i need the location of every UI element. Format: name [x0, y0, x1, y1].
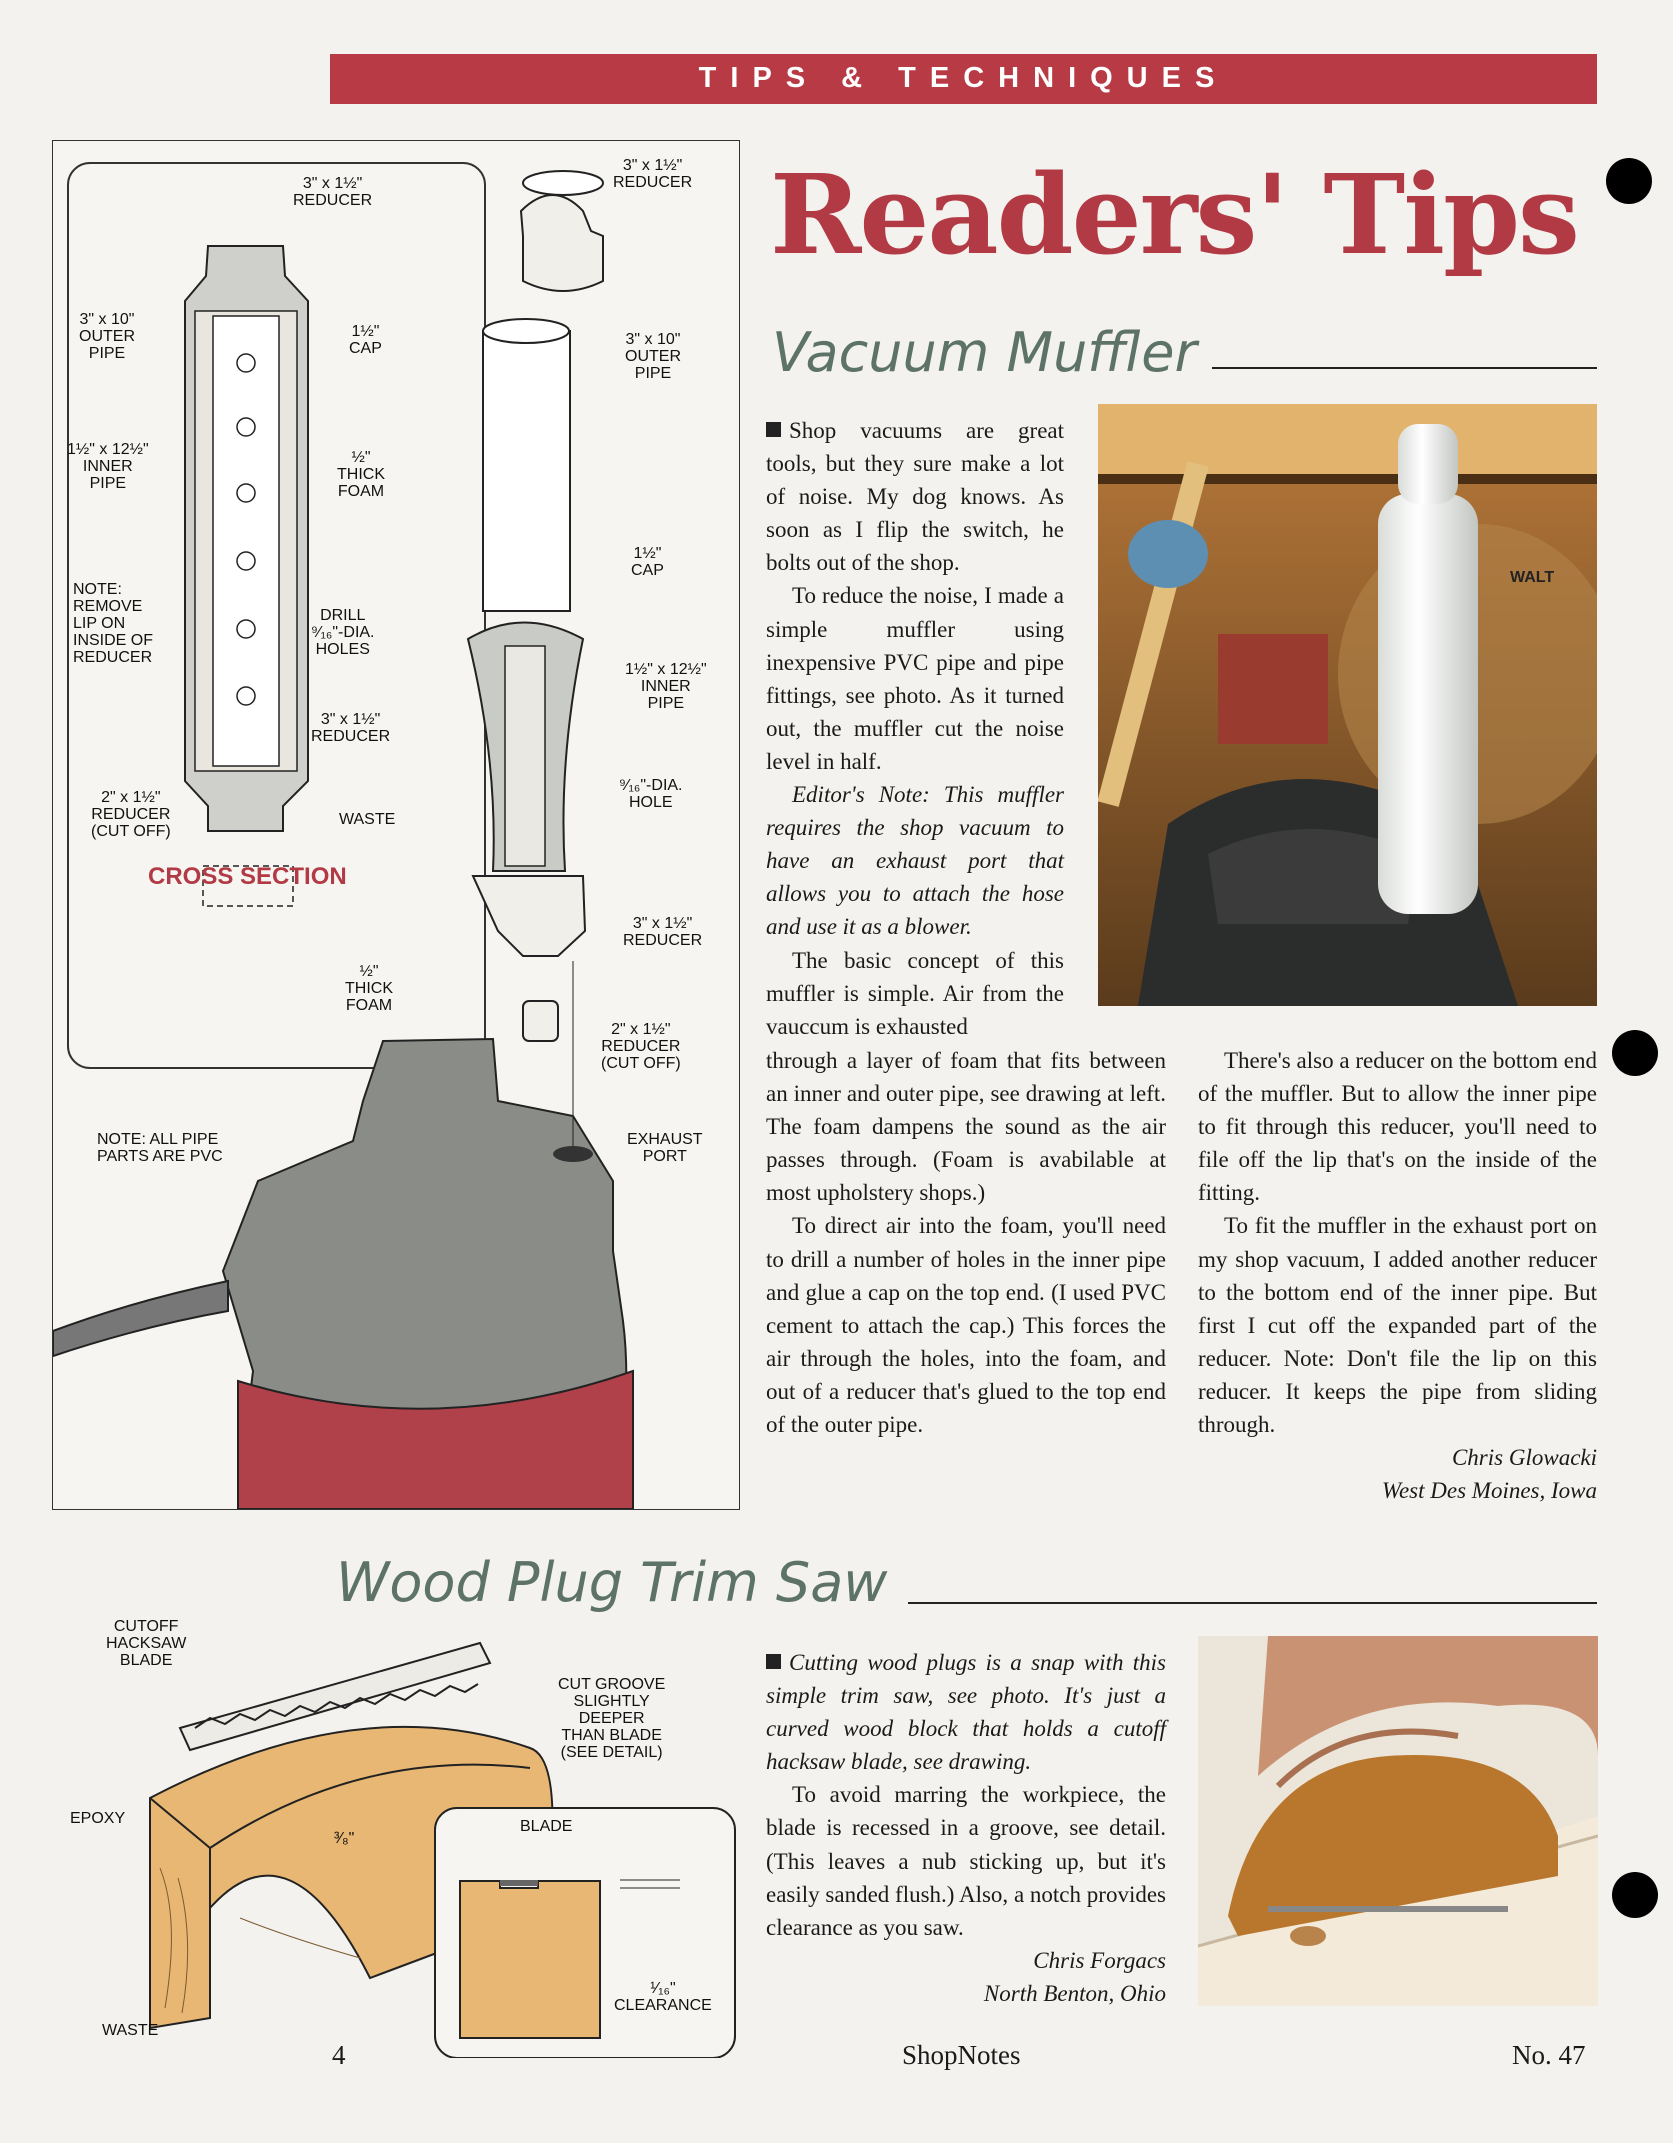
- label-note-remove-lip: NOTE: REMOVE LIP ON INSIDE OF REDUCER: [73, 581, 154, 666]
- section-heading-vacuum-muffler: Vacuum Muffler: [772, 321, 1197, 384]
- page-title: Readers' Tips: [770, 150, 1578, 279]
- label-foam: ½" THICK FOAM: [337, 449, 385, 500]
- label-inner-pipe: 1½" x 12½" INNER PIPE: [67, 441, 149, 492]
- issue-number: No. 47: [1512, 2040, 1586, 2070]
- paragraph: To fit the muffler in the exhaust port on my shop vacuum, I added another reducer to the bottom end of the inner pipe. But first I cut off the expanded part of the reducer. Note: Don't file the lip on this reducer. It keeps the pipe from sliding through.: [1198, 1213, 1597, 1438]
- label-ex-reducer-top: 3" x 1½" REDUCER: [613, 157, 693, 191]
- label-ex-reducer-mid: 3" x 1½" REDUCER: [623, 915, 703, 949]
- trim-saw-photo: [1198, 1636, 1598, 2006]
- trim-saw-drawing: [60, 1618, 740, 2058]
- section-header-band: [330, 54, 1597, 104]
- label-ex-foam: ½" THICK FOAM: [345, 963, 393, 1014]
- label-waste: WASTE: [339, 811, 396, 828]
- magazine-name: ShopNotes: [902, 2040, 1021, 2070]
- cross-section-title: CROSS SECTION: [148, 863, 347, 890]
- page-number: 4: [332, 2040, 346, 2070]
- punch-hole-middle: [1612, 1030, 1658, 1076]
- paragraph: The basic concept of this muffler is simple. Air from the vauccum is exhausted: [766, 947, 1064, 1039]
- label-clearance: ¹⁄₁₆" CLEARANCE: [614, 1980, 712, 2014]
- label-detail-blade: BLADE: [520, 1818, 573, 1835]
- paragraph: There's also a reducer on the bottom end of the muffler. But to allow the inner pipe to fit through this reducer, you'll need to file off the lip that's on the inside of the fitting.: [1198, 1048, 1597, 1206]
- label-ex-note: NOTE: ALL PIPE PARTS ARE PVC: [97, 1131, 223, 1165]
- trim-saw-text: [766, 1646, 1166, 2010]
- author-location: North Benton, Ohio: [983, 1980, 1166, 2006]
- punch-hole-bottom: [1612, 1872, 1658, 1918]
- heading-rule: [908, 1602, 1597, 1604]
- label-ex-inner-pipe: 1½" x 12½" INNER PIPE: [625, 661, 707, 712]
- section-heading-trim-saw: Wood Plug Trim Saw: [336, 1551, 888, 1614]
- label-drill-holes: DRILL ⁹⁄₁₆"-DIA. HOLES: [311, 607, 375, 658]
- label-ex-port: EXHAUST PORT: [627, 1131, 703, 1165]
- photo-brand-text: WALT: [1510, 569, 1555, 586]
- author-location: West Des Moines, Iowa: [1381, 1478, 1597, 1504]
- label-reducer-cutoff: 2" x 1½" REDUCER (CUT OFF): [91, 789, 171, 840]
- label-hacksaw-blade: CUTOFF HACKSAW BLADE: [106, 1618, 187, 1669]
- paragraph: Shop vacuums are great tools, but they sure make a lot of noise. My dog knows. As soon as I flip the switch, he bolts out of the shop.: [766, 418, 1064, 576]
- label-reducer-bottom: 3" x 1½" REDUCER: [311, 711, 391, 745]
- label-ex-cap: 1½" CAP: [631, 545, 664, 579]
- square-bullet-icon: [766, 422, 781, 437]
- paragraph: To reduce the noise, I made a simple muffler using inexpensive PVC pipe and pipe fittings, see photo. As it turned out, the muffler cut the noise level in half.: [766, 583, 1064, 774]
- label-ex-hole: ⁹⁄₁₆"-DIA. HOLE: [619, 777, 683, 811]
- heading-rule: [1212, 367, 1597, 369]
- muffler-drawing-panel: [52, 140, 740, 1510]
- muffler-column-2: [1198, 1044, 1597, 1507]
- muffler-column-1-bottom: [766, 1044, 1166, 1441]
- label-dimension: ³⁄₈": [334, 1830, 355, 1847]
- paragraph: through a layer of foam that fits between an inner and outer pipe, see drawing at left. The foam dampens the sound as the air passes through. (Foam is avabilable at most upholstery shops.): [766, 1048, 1166, 1206]
- label-ex-reducer-cutoff: 2" x 1½" REDUCER (CUT OFF): [601, 1021, 681, 1072]
- paragraph-editors-note: Editor's Note: This muffler requires the shop vacuum to have an exhaust port that allows you to attach the hose and use it as a blower.: [766, 782, 1064, 940]
- paragraph: To avoid marring the workpiece, the blade is recessed in a groove, see detail. (This leaves a nub sticking up, but it's easily sanded flush.) Also, a notch provides clearance as you saw.: [766, 1782, 1166, 1940]
- author-name: Chris Forgacs: [1033, 1947, 1166, 1973]
- punch-hole-top: [1606, 158, 1652, 204]
- label-reducer-top: 3" x 1½" REDUCER: [293, 175, 373, 209]
- label-cap: 1½" CAP: [349, 323, 382, 357]
- label-cut-groove: CUT GROOVE SLIGHTLY DEEPER THAN BLADE (SEE DETAIL): [558, 1676, 666, 1761]
- section-header-label: TIPS & TECHNIQUES: [698, 62, 1229, 94]
- paragraph: To direct air into the foam, you'll need to drill a number of holes in the inner pipe and glue a cap on the top end. (I used PVC cement to attach the cap.) This forces the air through the holes, into the foam, and out of a reducer that's glued to the top end of the outer pipe.: [766, 1213, 1166, 1438]
- label-outer-pipe: 3" x 10" OUTER PIPE: [79, 311, 135, 362]
- paragraph: Cutting wood plugs is a snap with this simple trim saw, see photo. It's just a curved wood block that holds a cutoff hacksaw blade, see drawing.: [766, 1650, 1166, 1775]
- muffler-column-1-top: [766, 414, 1064, 1043]
- label-ex-outer-pipe: 3" x 10" OUTER PIPE: [625, 331, 681, 382]
- author-name: Chris Glowacki: [1451, 1445, 1597, 1471]
- vacuum-muffler-photo: [1098, 404, 1597, 1006]
- label-waste: WASTE: [102, 2022, 159, 2039]
- label-epoxy: EPOXY: [70, 1810, 126, 1827]
- square-bullet-icon: [766, 1654, 781, 1669]
